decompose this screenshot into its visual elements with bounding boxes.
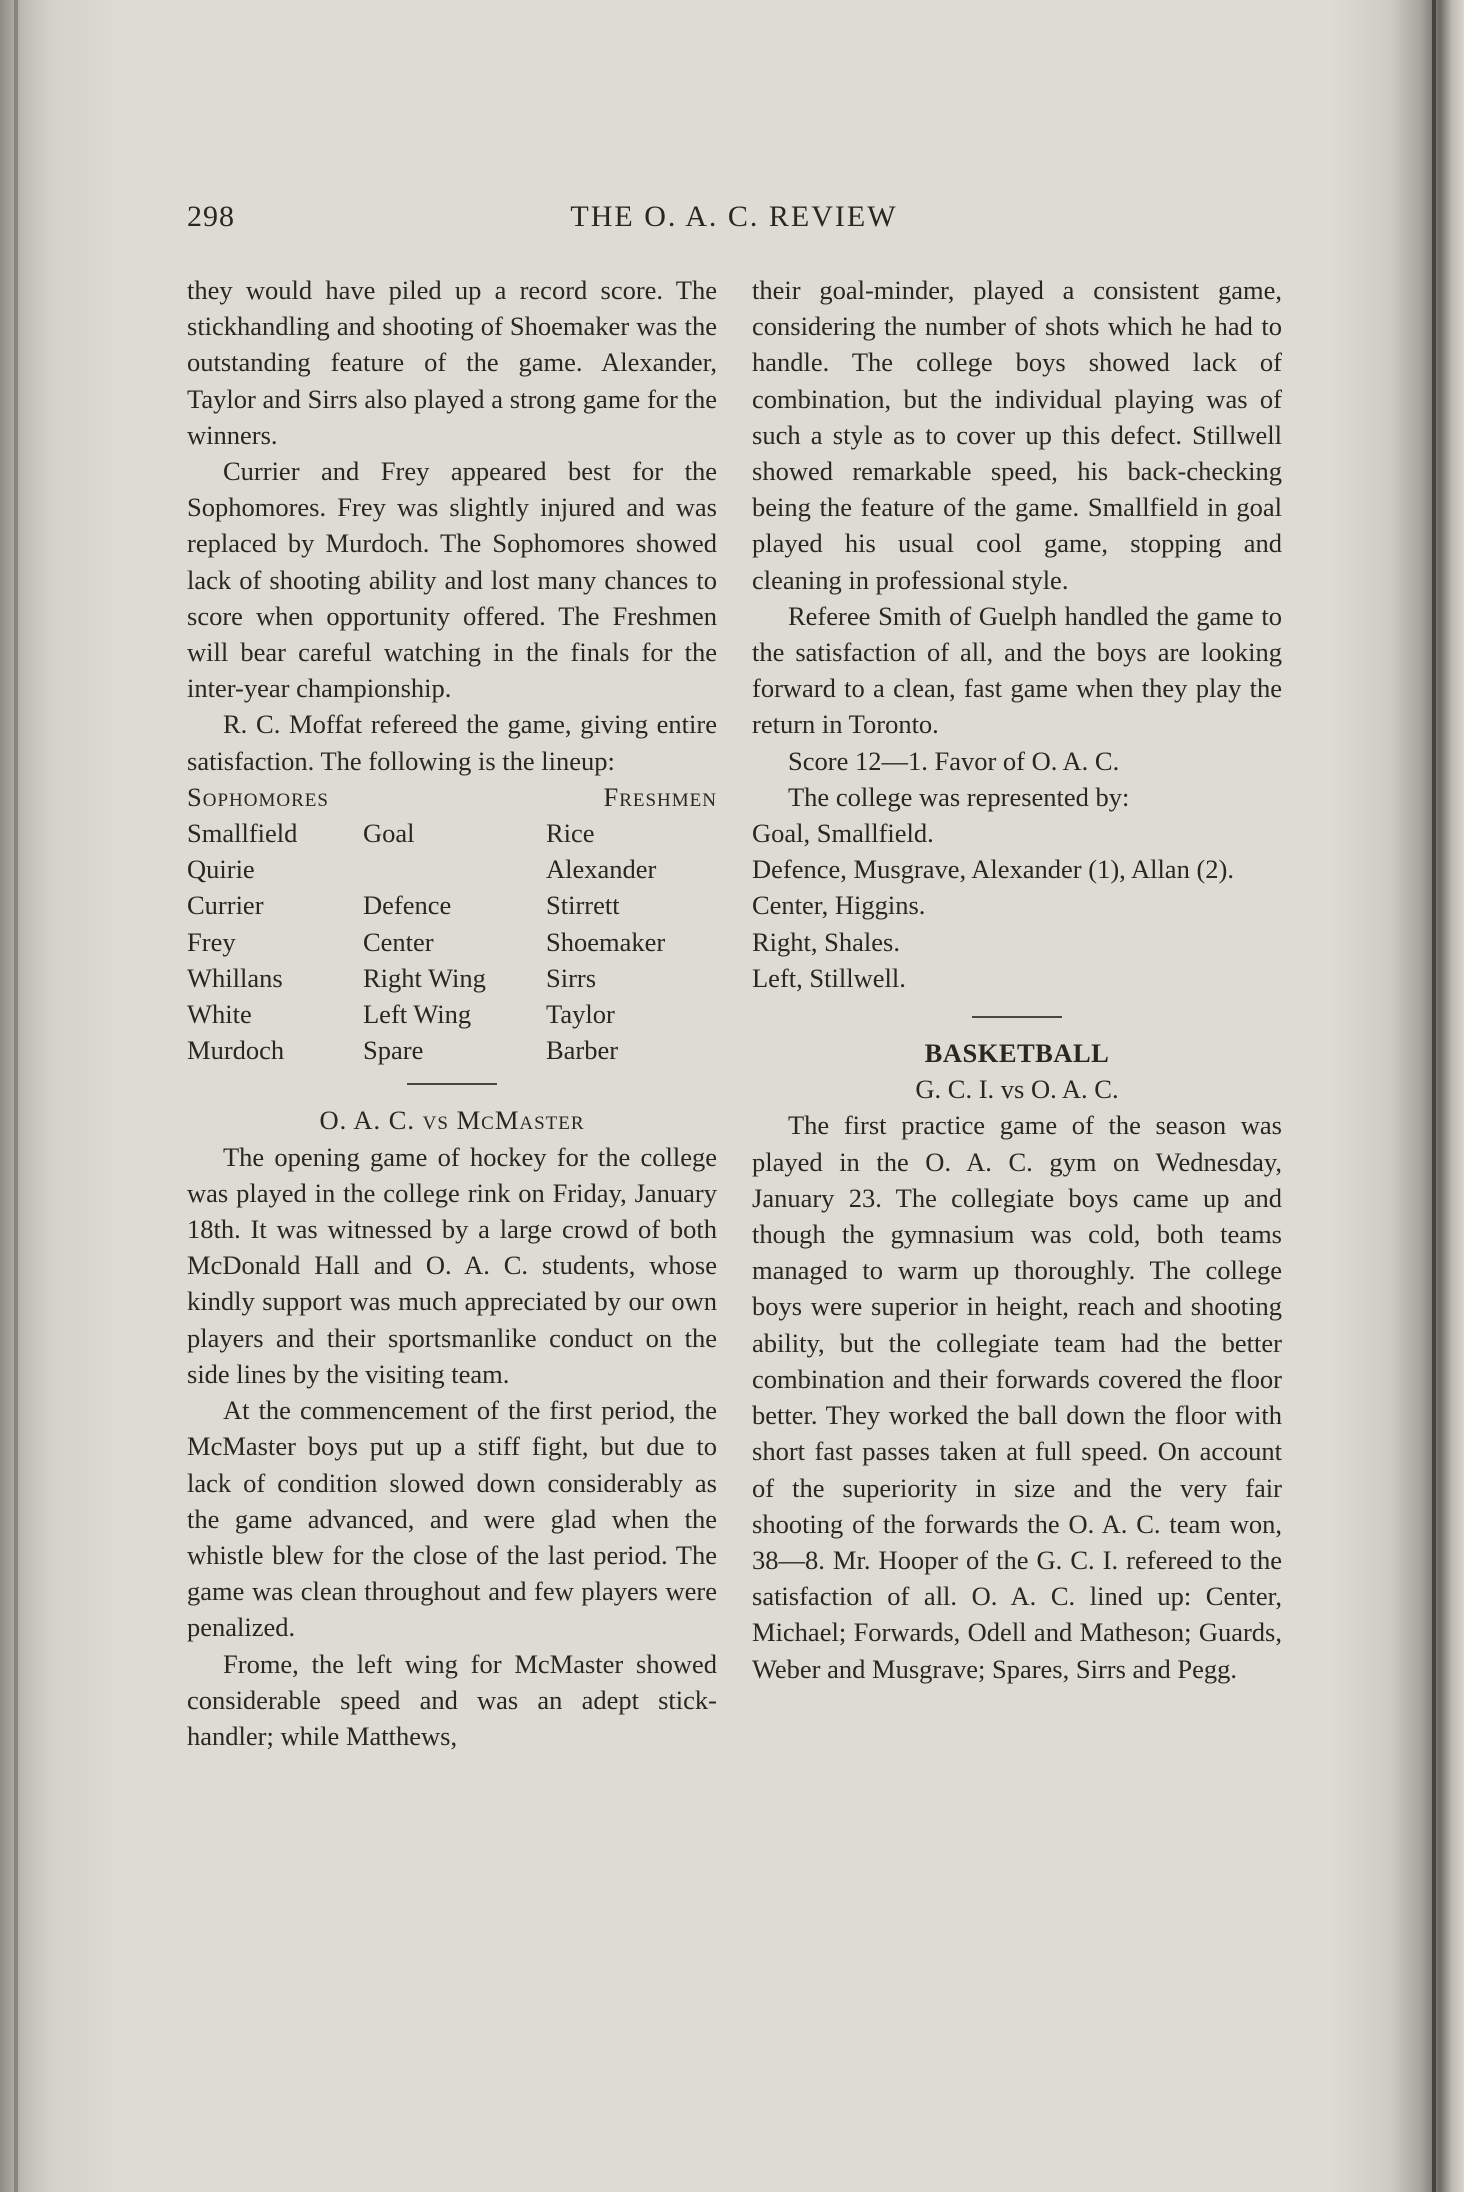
lineup-cell: Sirrs [546,962,597,993]
lineup-cell: Stirrett [546,890,620,921]
lineup-table [187,779,717,1069]
paragraph: their goal-minder, played a consistent game, considering the number of shots which he had to handle. The college boys showed lack of combination, but the individual playing was of such a style as to cover up this defect. Stillwell showed remarkable speed, his back-checking being the feature of the game. Smallfield in goal played his usual cool game, stopping and cleaning in professional style. [752,275,1282,595]
lineup-cell: Shoemaker [546,926,666,957]
section-heading: BASKETBALL [924,1038,1110,1069]
paragraph: Score 12—1. Favor of O. A. C. [788,745,1120,776]
section-divider [972,1016,1062,1018]
lineup-cell: Whillans [187,962,283,993]
paragraph: R. C. Moffat refereed the game, giving entire satisfaction. The following is the lineup: [187,709,717,776]
paragraph: they would have piled up a record score. The stickhandling and shooting of Shoemaker was the outstanding feature of the game. Alexander, Taylor and Sirrs also played a strong game for the winners. [187,275,717,450]
roster-defence: Defence, Musgrave, Alexander (1), Allan (2). [752,854,1234,885]
section-subheading: G. C. I. vs O. A. C. [915,1074,1119,1105]
section-divider [407,1083,497,1085]
paragraph: The first practice game of the season was played in the O. A. C. gym on Wednesday, January 23. The collegiate boys came up and though the gymnasium was cold, both teams managed to warm up thoroughly. The college boys were superior in height, reach and shooting ability, but the collegiate team had the better combination and their forwards covered the floor better. They worked the ball down the floor with short fast passes taken at full speed. On account of the superiority in size and the very fair shooting of the forwards the O. A. C. team won, 38—8. Mr. Hooper of the G. C. I. refereed to the satisfaction of all. O. A. C. lined up: Center, Michael; Forwards, Odell and Matheson; Guards, Weber and Musgrave; Spares, Sirrs and Pegg. [752,1110,1282,1684]
spine-shadow-left [14,0,18,2192]
left-column [187,272,717,1754]
page-number: 298 [187,200,235,233]
running-title: THE O. A. C. REVIEW [570,200,898,233]
lineup-cell: Goal [363,818,415,849]
paragraph: Referee Smith of Guelph handled the game to the satisfaction of all, and the boys are looking forward to a clean, fast game when they play the return in Toronto. [752,600,1282,740]
right-column [752,272,1282,1687]
roster-line: Goal, Smallfield. [752,818,934,849]
lineup-cell: Smallfield [187,818,298,849]
roster-line: Center, Higgins. [752,890,926,921]
paragraph: The opening game of hockey for the college was played in the college rink on Friday, January 18th. It was witnessed by a large crowd of both McDonald Hall and O. A. C. students, whose kindly support was much appreciated by our own players and their sportsmanlike conduct on the side lines by the visiting team. [187,1141,717,1389]
lineup-cell: Frey [187,926,236,957]
lineup-cell [363,851,546,887]
lineup-cell: Quirie [187,854,255,885]
lineup-cell: Right Wing [363,962,486,993]
lineup-cell: Currier [187,890,264,921]
roster-line [752,851,1282,887]
lineup-header-sophomores: Sophomores [187,781,329,812]
lineup-cell: Murdoch [187,1035,285,1066]
lineup-cell: Defence [363,890,452,921]
paragraph: At the commencement of the first period, the McMaster boys put up a stiff fight, but due to lack of condition slowed down considerably as the game advanced, and were glad when the whistle blew for the close of the last period. The game was clean throughout and few players were penalized. [187,1395,717,1643]
spine-shadow-right [1432,0,1436,2192]
lineup-cell: White [187,999,252,1030]
lineup-cell: Spare [363,1035,424,1066]
lineup-cell: Center [363,926,434,957]
roster-line: Left, Stillwell. [752,962,906,993]
page-header [187,200,1281,248]
lineup-cell: Barber [546,1035,619,1066]
section-heading: O. A. C. vs McMaster [319,1105,585,1136]
roster-line: Right, Shales. [752,926,900,957]
paragraph: Frome, the left wing for McMaster showed considerable speed and was an adept stick-handler; while Matthews, [187,1648,717,1751]
lineup-cell: Left Wing [363,999,472,1030]
lineup-cell: Alexander [546,854,657,885]
lineup-cell: Rice [546,818,595,849]
paragraph: Currier and Frey appeared best for the Sophomores. Frey was slightly injured and was replaced by Murdoch. The Sophomores showed lack of shooting ability and lost many chances to score when opportunity offered. The Freshmen will bear careful watching in the finals for the inter-year championship. [187,456,717,704]
lineup-cell: Taylor [546,999,615,1030]
lineup-header-freshmen: Freshmen [603,781,717,812]
paragraph: The college was represented by: [788,781,1130,812]
